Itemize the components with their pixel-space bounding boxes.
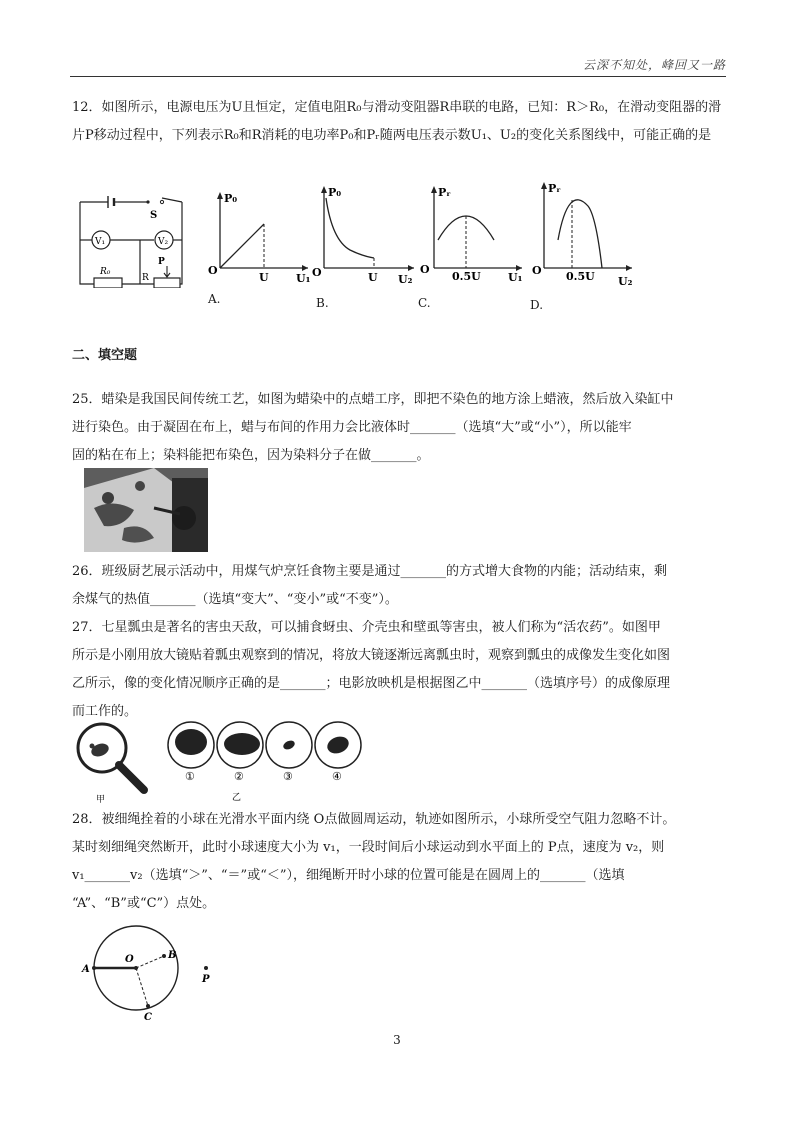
graph-d-origin: O bbox=[532, 264, 542, 277]
point-b-label: B bbox=[168, 950, 177, 961]
question-25-line-3: 固的粘在布上；染料能把布染色，因为染料分子在做_______。 bbox=[72, 448, 430, 463]
graph-c-xlabel: U₁ bbox=[508, 271, 523, 284]
graph-a-xlabel: U₁ bbox=[296, 272, 311, 285]
question-28-line-2: 某时刻细绳突然断开，此时小球速度大小为 v₁，一段时间后小球运动到水平面上的 P点，速度为 v₂，则 bbox=[72, 840, 665, 855]
graph-a-ylabel: P₀ bbox=[224, 192, 238, 205]
question-28-line-3: v₁_______v₂（选填“＞”、“＝”或“＜”），细绳断开时小球的位置可能是在圆周上的_______（选填 bbox=[72, 868, 625, 883]
graph-a bbox=[204, 186, 314, 286]
switch-label: S bbox=[150, 210, 158, 221]
image-num-4: ④ bbox=[332, 770, 342, 783]
ladybug-image-series bbox=[166, 718, 372, 802]
page-number: 3 bbox=[393, 1033, 401, 1047]
voltmeter-v1-label: V₁ bbox=[95, 237, 106, 247]
figure-yi-label: 乙 bbox=[232, 793, 242, 802]
section-title: 二、填空题 bbox=[72, 348, 138, 363]
question-27-line-3: 乙所示，像的变化情况顺序正确的是_______；电影放映机是根据图乙中_______（选填序号）的成像原理 bbox=[72, 676, 671, 691]
graph-a-tick: U bbox=[259, 271, 269, 284]
header-divider bbox=[70, 76, 726, 77]
question-27-line-2: 所示是小刚用放大镜贴着瓢虫观察到的情况，将放大镜逐渐远离瓢虫时，观察到瓢虫的成像发生变化如图 bbox=[72, 648, 671, 663]
question-27-line-4: 而工作的。 bbox=[72, 704, 138, 719]
figure-jia-label: 甲 bbox=[96, 795, 106, 804]
resistor-r-label: R bbox=[142, 273, 149, 283]
graph-c-tick: 0.5U bbox=[452, 270, 481, 283]
option-c-label: C. bbox=[418, 296, 431, 310]
graph-b-ylabel: P₀ bbox=[328, 186, 342, 199]
graph-b-tick: U bbox=[368, 271, 378, 284]
question-27 bbox=[72, 614, 724, 726]
graph-b-origin: O bbox=[312, 266, 322, 279]
graph-d-ylabel: Pᵣ bbox=[548, 182, 561, 195]
graph-c-ylabel: Pᵣ bbox=[438, 186, 451, 199]
question-25-line-2: 进行染色。由于凝固在布上，蜡与布间的作用力会比液体时_______（选填“大”或“小”），所以能牢 bbox=[72, 420, 632, 435]
magnifier-figure bbox=[74, 720, 154, 804]
question-26-line-2: 余煤气的热值_______（选填“变大”、“变小”或“不变”）。 bbox=[72, 592, 398, 607]
graph-c-origin: O bbox=[420, 263, 430, 276]
circular-motion-diagram bbox=[78, 922, 228, 1022]
slider-p-label: P bbox=[158, 257, 165, 267]
question-26-line-1: 26．班级厨艺展示活动中，用煤气炉烹饪食物主要是通过_______的方式增大食物的内能；活动结束，剩 bbox=[72, 564, 668, 579]
point-p-label: P bbox=[202, 974, 210, 985]
question-25-line-1: 25．蜡染是我国民间传统工艺，如图为蜡染中的点蜡工序，即把不染色的地方涂上蜡液，然后放入染缸中 bbox=[72, 392, 674, 407]
voltmeter-v2-label: V₂ bbox=[158, 237, 169, 247]
option-a-label: A. bbox=[208, 292, 221, 306]
graph-b bbox=[310, 180, 420, 290]
question-26 bbox=[72, 558, 724, 614]
graph-b-xlabel: U₂ bbox=[398, 273, 413, 286]
batik-photo bbox=[84, 468, 208, 552]
question-28-line-1: 28．被细绳拴着的小球在光滑水平面内绕 O点做圆周运动，轨迹如图所示，小球所受空气阻力忽略不计。 bbox=[72, 812, 676, 827]
image-num-2: ② bbox=[234, 770, 244, 783]
graph-c bbox=[418, 180, 528, 290]
question-12 bbox=[72, 94, 724, 150]
circuit-diagram bbox=[70, 188, 190, 288]
question-28 bbox=[72, 806, 724, 918]
question-25 bbox=[72, 386, 724, 470]
graph-d-xlabel: U₂ bbox=[618, 275, 633, 288]
question-12-text: 12．如图所示，电源电压为U且恒定，定值电阻R₀与滑动变阻器R串联的电路，已知：R＞R₀，在滑动变阻器的滑片P移动过程中，下列表示R₀和R消耗的电功率P₀和Pᵣ随两电压表示数U₁、U₂的变化关系图线中，可能正确的是 bbox=[72, 100, 722, 143]
point-a-label: A bbox=[82, 964, 90, 975]
resistor-r0-label: R₀ bbox=[100, 267, 111, 277]
header-motto: 云深不知处，峰回又一路 bbox=[582, 58, 726, 72]
question-28-line-4: “A”、“B”或“C”）点处。 bbox=[72, 896, 216, 911]
question-27-line-1: 27．七星瓢虫是著名的害虫天敌，可以捕食蚜虫、介壳虫和壁虱等害虫，被人们称为“活农药”。如图甲 bbox=[72, 620, 661, 635]
point-c-label: C bbox=[144, 1012, 152, 1022]
graph-d-tick: 0.5U bbox=[566, 270, 595, 283]
graph-a-origin: O bbox=[208, 264, 218, 277]
option-b-label: B. bbox=[316, 296, 329, 310]
graph-d bbox=[528, 176, 638, 292]
image-num-3: ③ bbox=[283, 770, 293, 783]
option-d-label: D. bbox=[530, 298, 544, 312]
image-num-1: ① bbox=[185, 770, 195, 783]
point-o-label: O bbox=[125, 954, 134, 965]
